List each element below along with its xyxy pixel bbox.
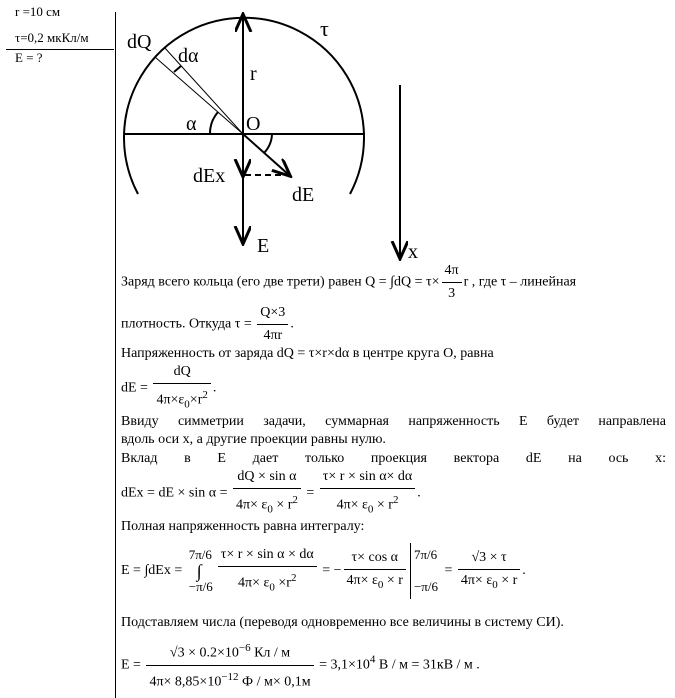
given-find: E = ? — [15, 50, 43, 65]
text: Заряд всего кольца (его две трети) равен — [121, 274, 366, 290]
text: плотность. Откуда — [121, 316, 235, 332]
denominator — [218, 567, 317, 595]
numerator: τ× cos α — [344, 550, 406, 570]
fraction — [257, 305, 288, 344]
dq-line-1 — [155, 57, 243, 134]
result: = 3,1×10 — [315, 657, 370, 673]
text: . — [212, 380, 217, 396]
text: . — [417, 485, 421, 501]
label-e: E — [257, 235, 270, 257]
superscript: −6 — [238, 642, 251, 654]
label-dalpha: dα — [178, 45, 199, 67]
text: . — [522, 563, 526, 579]
numerator: Q×3 — [257, 305, 288, 325]
numerator: dQ — [153, 364, 210, 384]
fraction — [344, 550, 406, 593]
unit: Ф / м× 0,1м — [238, 674, 311, 690]
den-part: 4π× ε — [346, 572, 378, 588]
formula: dEx = dE × sin α = — [121, 485, 231, 501]
given-tau: τ=0,2 мкКл/м — [15, 30, 89, 45]
subscript: 0 — [267, 503, 273, 516]
text: . — [290, 316, 294, 332]
fraction — [218, 547, 317, 595]
formula: Q = ∫dQ = τ× — [365, 274, 440, 290]
line-integral-intro: Полная напряженность равна интегралу: — [121, 519, 365, 534]
denominator — [146, 666, 313, 691]
ring-diagram — [0, 0, 675, 270]
den-part: 4π× 8,85×10 — [149, 674, 222, 690]
formula: τ = — [234, 316, 256, 332]
line-total-charge — [121, 263, 666, 302]
label-o: O — [246, 113, 261, 135]
label-dex: dEx — [193, 165, 226, 187]
numerator: τ× r × sin α× dα — [320, 469, 415, 489]
den-part: × r — [383, 572, 403, 588]
upper-limit: 7π/6 — [188, 547, 212, 562]
superscript: 2 — [292, 494, 298, 506]
fraction — [320, 469, 415, 517]
fraction — [233, 469, 301, 517]
de-arrow — [243, 134, 289, 175]
denominator — [458, 570, 520, 593]
lower-limit: −π/6 — [188, 579, 213, 594]
den-part: × r — [497, 572, 518, 588]
subscript: 0 — [492, 578, 498, 591]
denominator — [233, 489, 301, 517]
denominator: 3 — [448, 286, 456, 301]
denominator — [320, 489, 415, 517]
label-x: x — [408, 241, 418, 263]
formula-dex — [121, 469, 666, 517]
denominator — [344, 570, 406, 593]
denominator: 4πr — [263, 328, 283, 343]
formula: E = — [121, 657, 145, 673]
text: , где τ – линейная — [468, 274, 577, 290]
formula-numeric — [121, 640, 666, 690]
formula-integral — [121, 543, 666, 599]
den-part: 4π× ε — [336, 497, 368, 513]
numerator — [146, 640, 313, 666]
fraction — [458, 550, 520, 593]
subscript: 0 — [269, 581, 275, 594]
formula: dE = — [121, 380, 152, 396]
den-part: ×r — [189, 392, 203, 408]
den-part: × r — [373, 497, 393, 513]
upper-limit: 7π/6 — [413, 547, 438, 562]
line-substitute: Подставляем числа (переводя одновременно все величины в систему СИ). — [121, 615, 564, 630]
numerator: dQ × sin α — [233, 469, 301, 489]
den-part: × r — [272, 497, 293, 513]
de-angle-arc — [264, 134, 272, 153]
lower-limit: −π/6 — [413, 579, 438, 594]
integral-limits — [189, 547, 213, 595]
line-field-from-charge: Напряженность от заряда dQ = τ×r×dα в центре круга O, равна — [121, 346, 494, 361]
denominator — [153, 384, 210, 412]
superscript: −12 — [221, 670, 239, 683]
label-dq: dQ — [127, 31, 152, 53]
numerator: √3 × τ — [458, 550, 520, 570]
den-part: 4π×ε — [156, 392, 185, 408]
line-density — [121, 305, 666, 344]
den-part: 4π× ε — [235, 497, 268, 513]
formula-de — [121, 364, 666, 412]
numerator: 4π — [442, 263, 462, 283]
formula: E = ∫dEx = — [121, 563, 186, 579]
label-tau: τ — [320, 16, 329, 41]
fraction — [442, 263, 462, 302]
den-part: ×r — [274, 575, 291, 591]
subscript: 0 — [377, 578, 384, 591]
alpha-arc — [210, 112, 218, 134]
label-de: dE — [292, 184, 315, 206]
formula: = − — [318, 563, 342, 579]
evaluation-limits — [414, 547, 438, 595]
den-part: 4π× ε — [460, 572, 493, 588]
line-symmetry: Ввиду симметрии задачи, суммарная напряженность E будет направлена — [121, 414, 666, 429]
formula: = — [440, 563, 456, 579]
integral-sign: ∫ — [196, 561, 202, 581]
den-part: 4π× ε — [238, 575, 270, 591]
fraction — [146, 640, 313, 690]
subscript: 0 — [367, 503, 374, 516]
result-unit: В / м = 31кВ / м . — [375, 657, 480, 673]
superscript: 4 — [369, 653, 376, 666]
numerator: τ× r × sin α × dα — [218, 547, 317, 567]
superscript: 2 — [202, 389, 208, 401]
superscript: 2 — [392, 494, 399, 506]
formula: r — [463, 274, 469, 290]
line-axis: вдоль оси x, а другие проекции равны нулю. — [121, 432, 386, 447]
unit: Кл / м — [250, 645, 291, 661]
num-part: √3 × 0.2×10 — [169, 645, 239, 661]
dq-line-2 — [164, 47, 243, 134]
given-r: r =10 см — [15, 4, 61, 19]
label-alpha: α — [186, 113, 197, 135]
subscript: 0 — [184, 398, 190, 411]
line-contribution: Вклад в E дает только проекция вектора dE на ось x: — [121, 451, 666, 466]
fraction — [153, 364, 210, 412]
evaluation-bar — [410, 543, 411, 599]
label-r: r — [250, 63, 257, 85]
formula: = — [302, 485, 318, 501]
superscript: 2 — [290, 571, 297, 584]
